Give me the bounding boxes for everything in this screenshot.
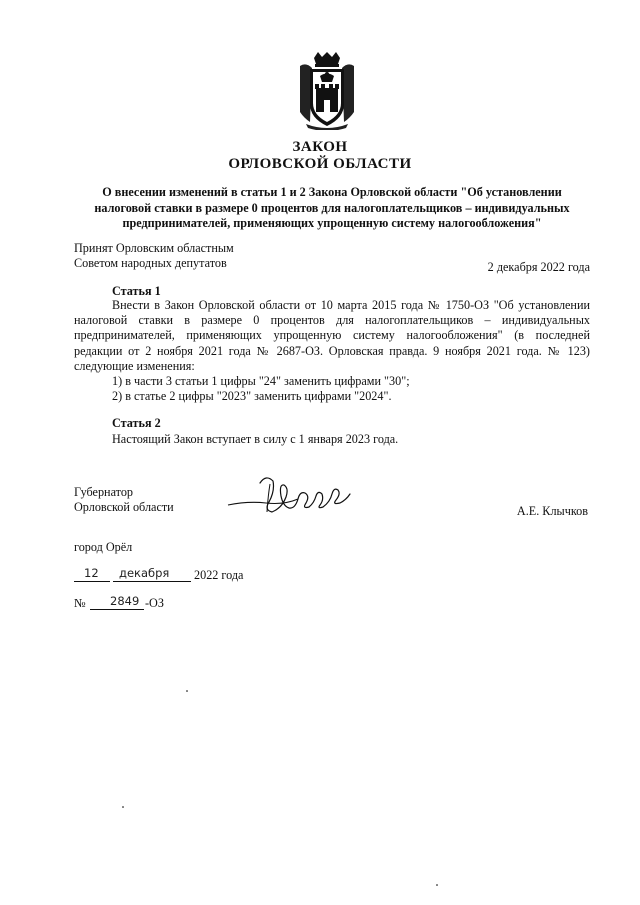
scan-speck xyxy=(436,884,438,886)
signing-month-underline xyxy=(113,581,191,582)
law-number-suffix: -ОЗ xyxy=(145,596,164,610)
law-number-prefix: № xyxy=(74,596,86,610)
law-title: ЗАКОН xyxy=(292,139,348,155)
signatory-position-line-2: Орловской области xyxy=(74,500,174,514)
signing-year: 2022 года xyxy=(194,568,244,582)
law-number: 2849 xyxy=(110,594,140,608)
signing-day: 12 xyxy=(84,566,99,580)
signatory-name: А.Е. Клычков xyxy=(516,504,588,518)
signing-day-underline xyxy=(74,581,110,582)
article-2-text: Настоящий Закон вступает в силу с 1 января 2023 года. xyxy=(112,432,399,446)
adoption-line-1: Принят Орловским областным xyxy=(74,241,234,255)
city-of-signing: город Орёл xyxy=(74,540,133,554)
adoption-line-2: Советом народных депутатов xyxy=(74,256,227,270)
scan-speck xyxy=(122,806,124,808)
article-1-item-2: 2) в статье 2 цифры "2023" заменить цифрами "2024". xyxy=(112,389,392,403)
coat-of-arms-emblem xyxy=(296,52,358,130)
signatory-position-line-1: Губернатор xyxy=(74,485,134,499)
handwritten-signature xyxy=(226,472,354,522)
law-number-underline xyxy=(90,609,144,610)
article-1-text: Внести в Закон Орловской области от 10 марта 2015 года № 1750-ОЗ "Об установлении налоговой ставки в размере 0 процентов для налогоплательщиков – индивидуальных предпринимателей, применяющих упрощенную систему налогообложения" (в последней редакции от 2 ноября 2021 года № 2687-ОЗ. Орловская правда. 9 ноября 2021 года. № 123) следующие изменения: xyxy=(74,298,590,373)
scan-speck xyxy=(186,690,188,692)
article-1-item-1: 1) в части 3 статьи 1 цифры "24" заменить цифрами "30"; xyxy=(112,374,410,388)
article-1-heading: Статья 1 xyxy=(112,284,161,298)
adoption-date: 2 декабря 2022 года xyxy=(487,260,590,274)
article-2-heading: Статья 2 xyxy=(112,416,161,430)
signing-month: декабря xyxy=(119,566,170,580)
law-subtitle: О внесении изменений в статьи 1 и 2 Закона Орловской области "Об установлении налоговой ставки в размере 0 процентов для налогоплательщиков – индивидуальных предпринимателей, применяющих упрощенную систему налогообложения" xyxy=(94,185,570,230)
region-title: ОРЛОВСКОЙ ОБЛАСТИ xyxy=(228,156,412,172)
